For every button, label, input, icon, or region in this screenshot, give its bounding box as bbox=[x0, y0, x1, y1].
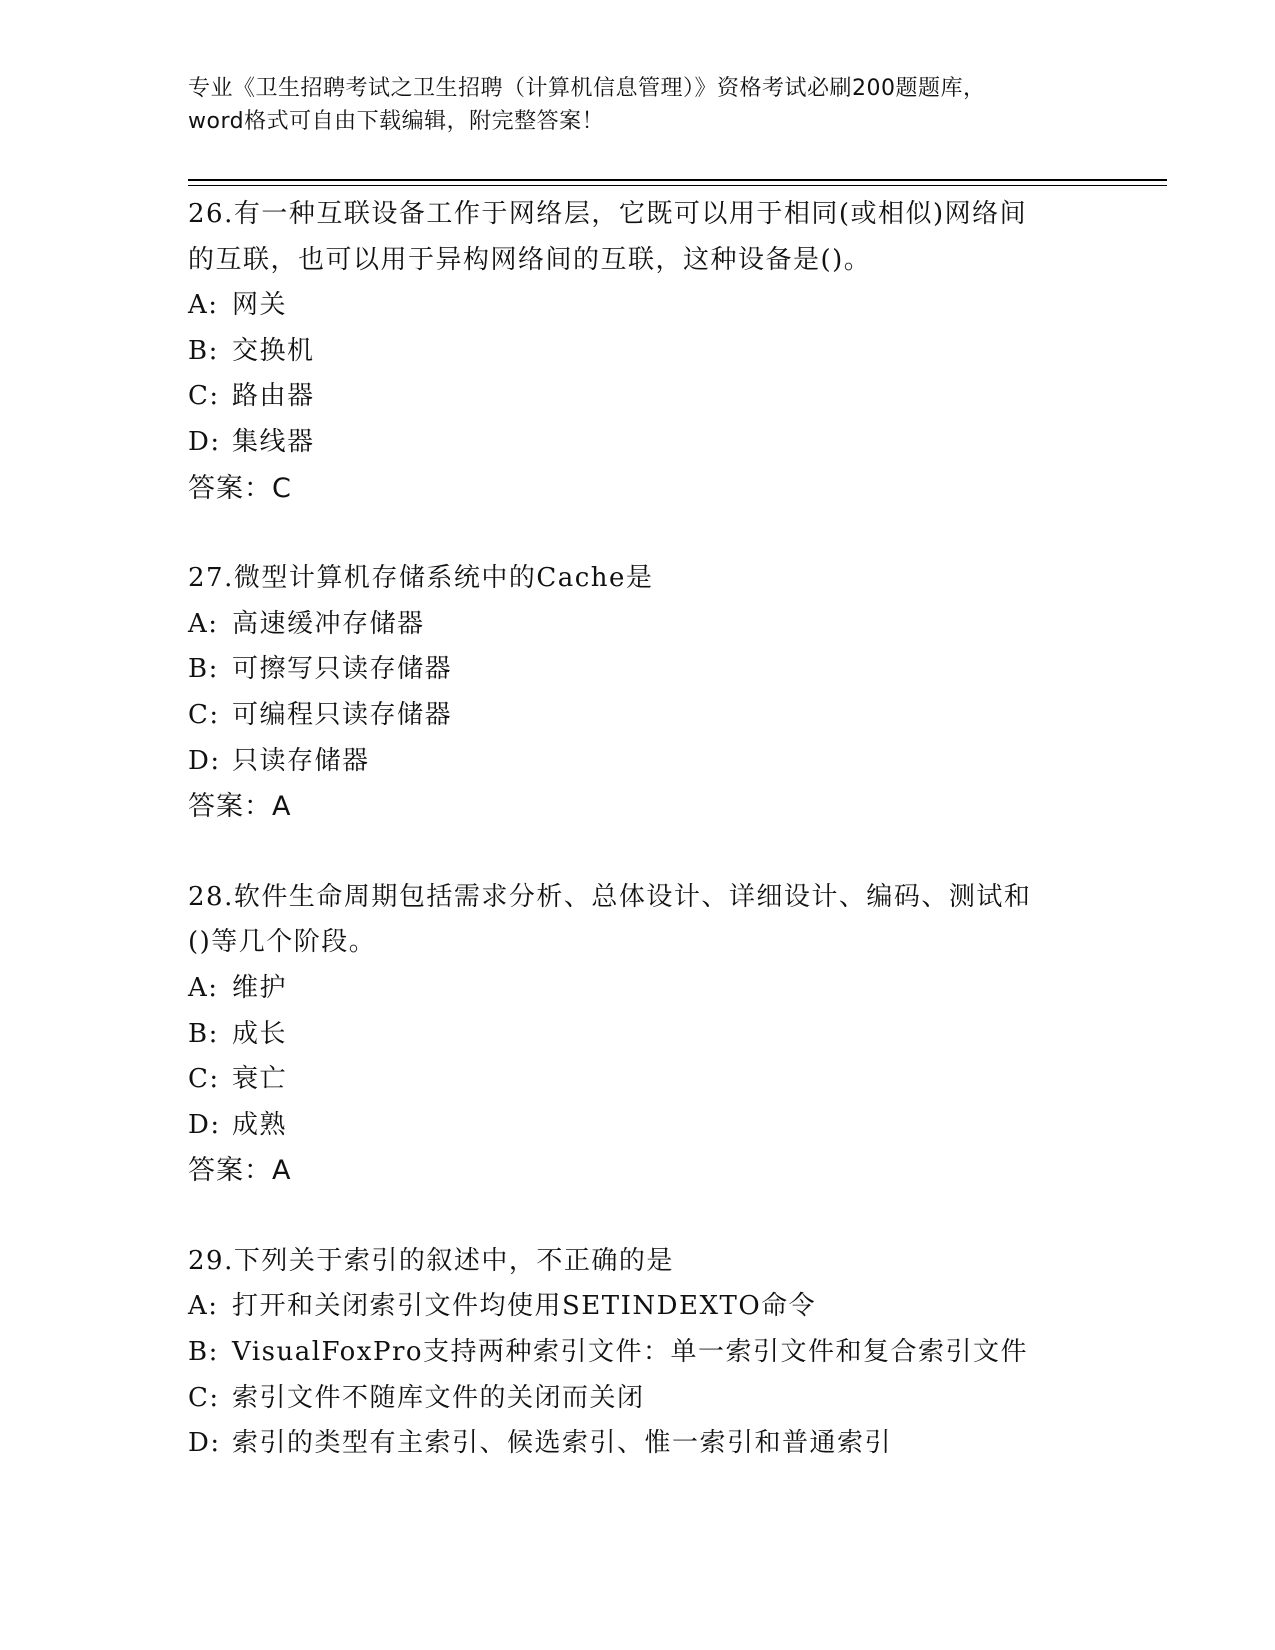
option-text: 成熟 bbox=[232, 1109, 288, 1140]
option-letter: A: bbox=[188, 972, 219, 1003]
option-letter: A: bbox=[188, 608, 219, 639]
question-26 bbox=[188, 192, 1088, 511]
option-letter: B: bbox=[188, 1018, 219, 1049]
header-divider-thin bbox=[188, 185, 1167, 186]
option-d bbox=[188, 739, 1088, 785]
option-a bbox=[188, 1284, 1088, 1330]
option-letter: D: bbox=[188, 1109, 221, 1140]
option-text: 衰亡 bbox=[232, 1064, 288, 1095]
question-list bbox=[188, 192, 1088, 1467]
header-line-2: word格式可自由下载编辑，附完整答案！ bbox=[188, 109, 605, 134]
option-letter: A: bbox=[188, 1291, 219, 1322]
question-28 bbox=[188, 875, 1088, 1194]
option-a bbox=[188, 283, 1088, 329]
option-text: 高速缓冲存储器 bbox=[232, 608, 425, 639]
question-27 bbox=[188, 556, 1088, 830]
option-text: 索引文件不随库文件的关闭而关闭 bbox=[232, 1382, 645, 1413]
option-letter: C: bbox=[188, 1382, 220, 1413]
option-text: VisualFoxPro支持两种索引文件：单一索引文件和复合索引文件 bbox=[232, 1337, 1029, 1368]
option-letter: A: bbox=[188, 290, 219, 321]
question-29 bbox=[188, 1239, 1088, 1467]
option-d bbox=[188, 420, 1088, 466]
option-d bbox=[188, 1421, 1088, 1467]
option-b bbox=[188, 647, 1088, 693]
question-text-line: 28.软件生命周期包括需求分析、总体设计、详细设计、编码、测试和 bbox=[188, 881, 1032, 912]
option-b bbox=[188, 1330, 1088, 1376]
option-text: 可编程只读存储器 bbox=[232, 699, 453, 730]
question-text-line: 的互联，也可以用于异构网络间的互联，这种设备是()。 bbox=[188, 244, 872, 275]
answer-label: 答案：A bbox=[188, 1155, 292, 1187]
header-divider-thick bbox=[188, 179, 1167, 181]
option-c bbox=[188, 1376, 1088, 1422]
question-text-line: ()等几个阶段。 bbox=[188, 927, 377, 958]
option-letter: B: bbox=[188, 335, 219, 366]
document-header bbox=[188, 72, 1088, 138]
option-letter: D: bbox=[188, 426, 221, 457]
option-text: 网关 bbox=[232, 290, 288, 321]
option-letter: C: bbox=[188, 381, 220, 412]
option-b bbox=[188, 329, 1088, 375]
option-text: 集线器 bbox=[232, 426, 315, 457]
header-line-1: 专业《卫生招聘考试之卫生招聘（计算机信息管理）》资格考试必刷200题题库， bbox=[188, 76, 986, 101]
question-spacer bbox=[188, 1194, 1088, 1239]
answer-label: 答案：C bbox=[188, 472, 292, 504]
option-a bbox=[188, 966, 1088, 1012]
option-text: 打开和关闭索引文件均使用SETINDEXTO命令 bbox=[232, 1291, 817, 1322]
option-letter: D: bbox=[188, 1428, 221, 1459]
option-letter: B: bbox=[188, 654, 219, 685]
question-text-line: 27.微型计算机存储系统中的Cache是 bbox=[188, 563, 654, 594]
option-c bbox=[188, 1057, 1088, 1103]
option-text: 可擦写只读存储器 bbox=[232, 654, 453, 685]
question-spacer bbox=[188, 830, 1088, 875]
option-letter: C: bbox=[188, 1064, 220, 1095]
option-a bbox=[188, 602, 1088, 648]
option-d bbox=[188, 1103, 1088, 1149]
option-text: 只读存储器 bbox=[232, 745, 370, 776]
option-b bbox=[188, 1012, 1088, 1058]
option-text: 交换机 bbox=[232, 335, 315, 366]
option-text: 成长 bbox=[232, 1018, 288, 1049]
question-text-line: 29.下列关于索引的叙述中，不正确的是 bbox=[188, 1245, 674, 1276]
question-text-line: 26.有一种互联设备工作于网络层，它既可以用于相同(或相似)网络间 bbox=[188, 199, 1028, 229]
option-letter: B: bbox=[188, 1337, 219, 1368]
question-spacer bbox=[188, 511, 1088, 556]
answer-label: 答案：A bbox=[188, 791, 292, 823]
option-c bbox=[188, 693, 1088, 739]
option-text: 路由器 bbox=[232, 381, 315, 412]
option-c bbox=[188, 374, 1088, 420]
option-letter: D: bbox=[188, 745, 221, 776]
option-letter: C: bbox=[188, 699, 220, 730]
option-text: 索引的类型有主索引、候选索引、惟一索引和普通索引 bbox=[232, 1428, 893, 1459]
option-text: 维护 bbox=[232, 972, 288, 1003]
